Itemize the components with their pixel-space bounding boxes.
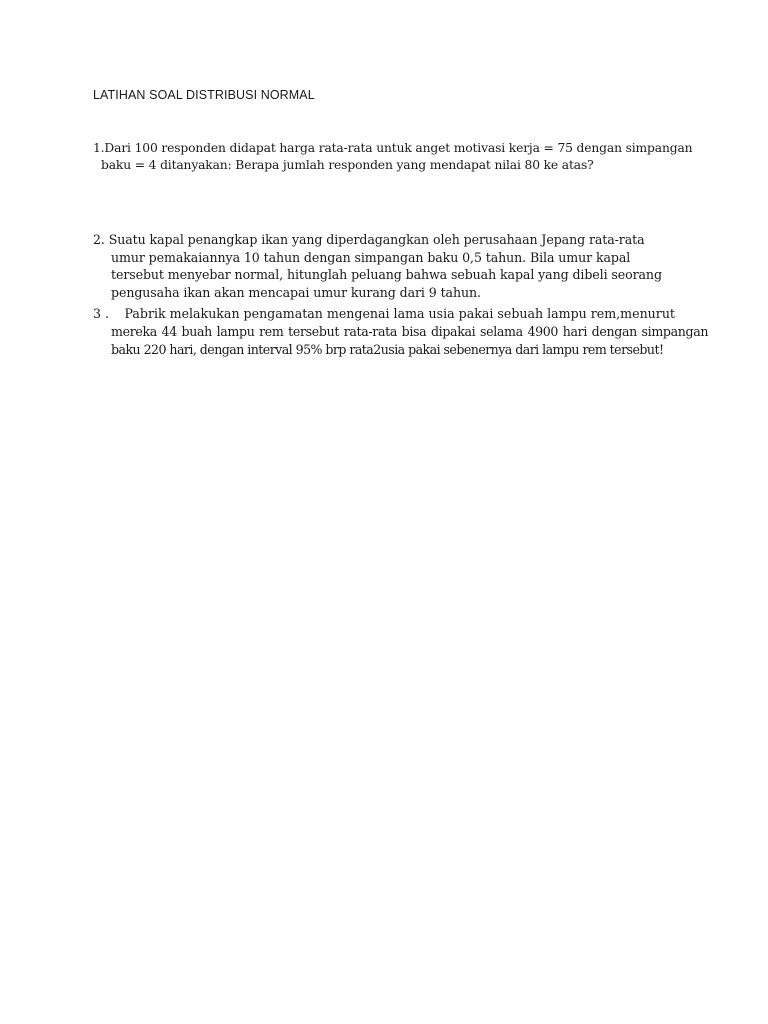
question-3-line-2: mereka 44 buah lampu rem tersebut rata-rata bisa dipakai selama 4900 hari dengan simpangan: [111, 324, 709, 339]
question-2-line-4: pengusaha ikan akan mencapai umur kurang dari 9 tahun.: [111, 284, 481, 300]
question-1-line-1: 1.Dari 100 responden didapat harga rata-rata untuk anget motivasi kerja = 75 dengan simpangan: [93, 141, 693, 155]
question-3-number: 3 .: [93, 306, 110, 321]
question-3-line-3: baku 220 hari, dengan interval 95% brp rata2usia pakai sebenernya dari lampu rem tersebut!: [111, 342, 664, 357]
question-1-line-2: baku = 4 ditanyakan: Berapa jumlah responden yang mendapat nilai 80 ke atas?: [101, 157, 594, 172]
question-3: [93, 305, 709, 359]
question-1: [93, 140, 693, 173]
question-2: [93, 231, 673, 301]
question-2-line-2: umur pemakaiannya 10 tahun dengan simpangan baku 0,5 tahun. Bila umur kapal: [111, 249, 631, 265]
question-2-line-3: tersebut menyebar normal, hitunglah peluang bahwa sebuah kapal yang dibeli seorang: [111, 267, 662, 282]
question-2-line-1: 2. Suatu kapal penangkap ikan yang diperdagangkan oleh perusahaan Jepang rata-rata: [93, 232, 645, 247]
question-3-first-line: [93, 305, 675, 323]
question-3-line-1: Pabrik melakukan pengamatan mengenai lama usia pakai sebuah lampu rem,menurut: [124, 306, 675, 321]
document-title: LATIHAN SOAL DISTRIBUSI NORMAL: [93, 88, 315, 102]
